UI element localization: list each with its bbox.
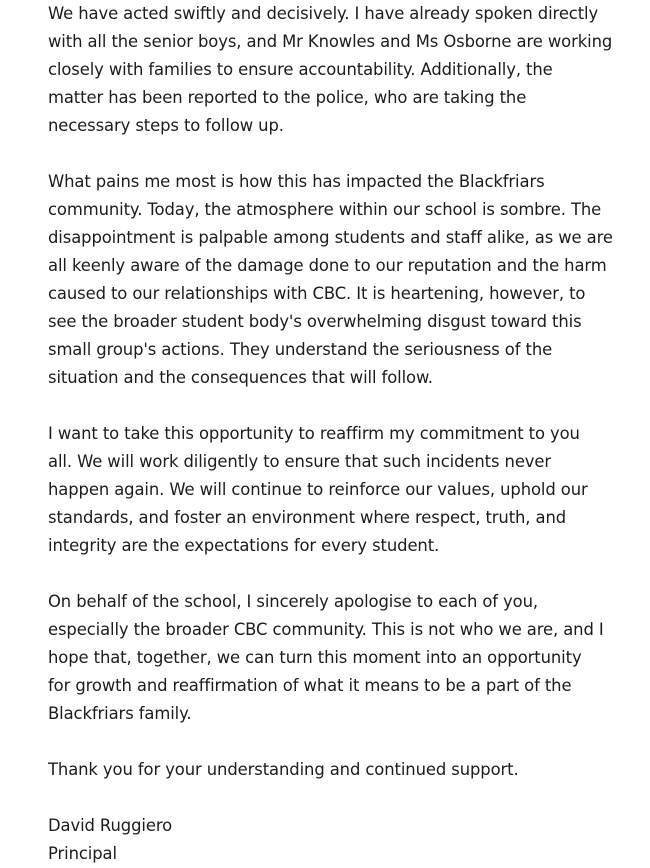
letter-body [48, 0, 638, 868]
signature-title: Principal [48, 844, 117, 863]
paragraph-actions-taken: We have acted swiftly and decisively. I have already spoken directly with all the senior boys, and Mr Knowles and Ms Osborne are working closely with families to ensure accountability. Additionally, the matter has been reported to the police, who are taking the necessary steps to follow up. [48, 4, 613, 135]
paragraph-commitment: I want to take this opportunity to reaffirm my commitment to you all. We will work diligently to ensure that such incidents never happen again. We will continue to reinforce our values, uphold our standards, and foster an environment where respect, truth, and integrity are the expectations for every student. [48, 424, 588, 555]
paragraph-apology: On behalf of the school, I sincerely apologise to each of you, especially the broader CBC community. This is not who we are, and I hope that, together, we can turn this moment into an opportunity for growth and reaffirmation of what it means to be a part of the Blackfriars family. [48, 592, 604, 723]
signature-name: David Ruggiero [48, 816, 173, 835]
signature-block [48, 812, 638, 868]
paragraph-thanks: Thank you for your understanding and continued support. [48, 760, 519, 779]
paragraph-community-impact: What pains me most is how this has impacted the Blackfriars community. Today, the atmosphere within our school is sombre. The disappointment is palpable among students and staff alike, as we are all keenly aware of the damage done to our reputation and the harm caused to our relationships with CBC. It is heartening, however, to see the broader student body's overwhelming disgust toward this small group's actions. They understand the seriousness of the situation and the consequences that will follow. [48, 172, 613, 387]
